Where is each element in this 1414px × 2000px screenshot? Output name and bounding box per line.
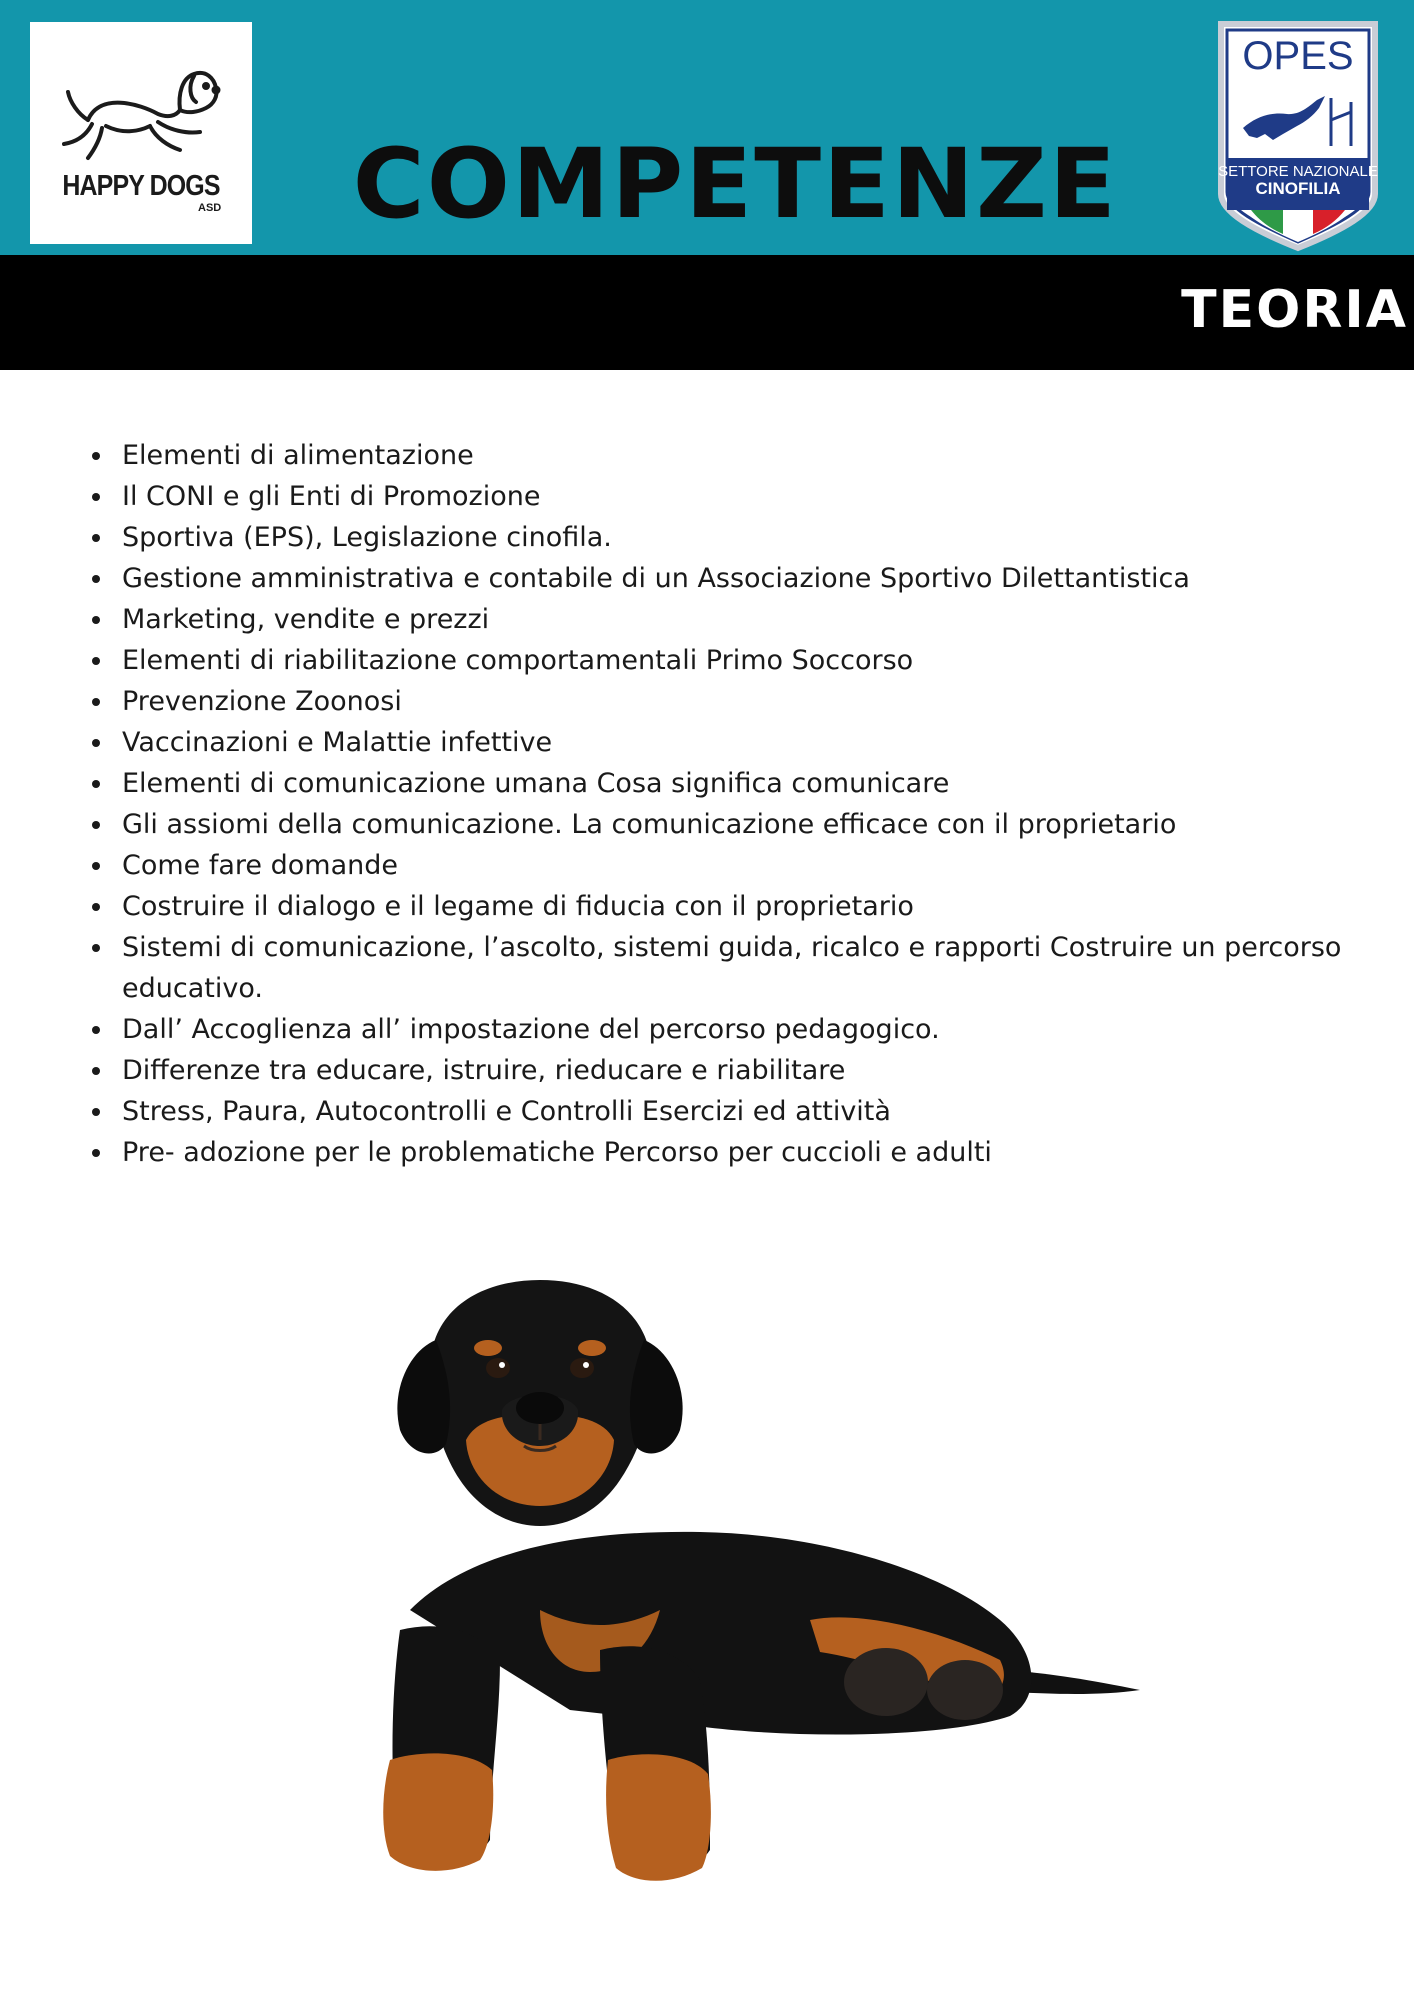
section-label: TEORIA (1181, 280, 1408, 340)
list-item: Sportiva (EPS), Legislazione cinofila. (92, 517, 1392, 558)
page-title: COMPETENZE (352, 128, 1118, 240)
list-item: Pre- adozione per le problematiche Percorso per cuccioli e adulti (92, 1132, 1392, 1173)
list-item: Gli assiomi della comunicazione. La comunicazione efficace con il proprietario (92, 804, 1392, 845)
list-item: Gestione amministrativa e contabile di un Associazione Sportivo Dilettantistica (92, 558, 1392, 599)
badge-line-1: SETTORE NAZIONALE (1218, 163, 1378, 180)
list-item: Elementi di alimentazione (92, 435, 1392, 476)
list-item: Prevenzione Zoonosi (92, 681, 1392, 722)
list-item: Marketing, vendite e prezzi (92, 599, 1392, 640)
badge-title: OPES (1242, 34, 1354, 78)
list-item: Stress, Paura, Autocontrolli e Controlli Esercizi ed attività (92, 1091, 1392, 1132)
list-item: Elementi di comunicazione umana Cosa significa comunicare (92, 763, 1392, 804)
list-item: Come fare domande (92, 845, 1392, 886)
list-item: Differenze tra educare, istruire, rieducare e riabilitare (92, 1050, 1392, 1091)
logo-name: HAPPY DOGS (62, 170, 220, 202)
logo-sub: ASD (198, 202, 222, 214)
list-item: Sistemi di comunicazione, l’ascolto, sistemi guida, ricalco e rapporti Costruire un percorso educativo. (92, 927, 1392, 1009)
list-item: Vaccinazioni e Malattie infettive (92, 722, 1392, 763)
topics-list (92, 435, 1392, 1173)
list-item: Elementi di riabilitazione comportamentali Primo Soccorso (92, 640, 1392, 681)
badge-line-2: CINOFILIA (1255, 179, 1341, 198)
list-item: Il CONI e gli Enti di Promozione (92, 476, 1392, 517)
rottweiler-puppy-image (240, 1280, 1160, 1900)
happy-dogs-logo (30, 22, 252, 244)
list-item: Costruire il dialogo e il legame di fiducia con il proprietario (92, 886, 1392, 927)
list-item: Dall’ Accoglienza all’ impostazione del percorso pedagogico. (92, 1009, 1392, 1050)
